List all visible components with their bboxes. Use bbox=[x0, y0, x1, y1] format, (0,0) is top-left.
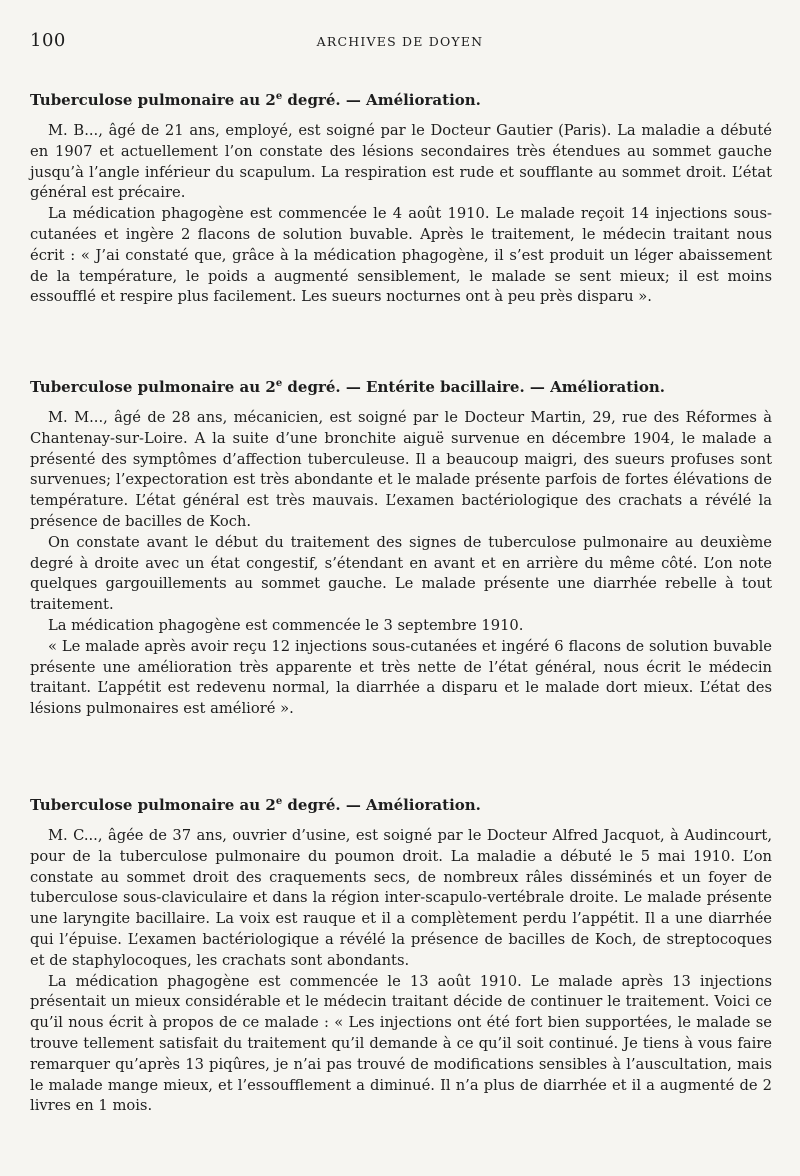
case-paragraph: M. B..., âgé de 21 ans, employé, est soigné par le Docteur Gautier (Paris). La maladie a débuté en 1907 et actuellement l’on constate des lésions secondaires très étendues au sommet gauche jusqu’à l’angle inférieur du scapulum. La respiration est rude et soufflante au sommet droit. L’état général est précaire. bbox=[30, 122, 772, 202]
case-paragraph: On constate avant le début du traitement des signes de tuberculose pulmonaire au deuxième degré à droite avec un état congestif, s’étendant en avant et en arrière du même côté. L’on note quelques gargouillements au sommet gauche. Le malade présente une diarrhée rebelle à tout traitement. bbox=[30, 533, 772, 614]
case-paragraph: La médication phagogène est commencée le 4 août 1910. Le malade reçoit 14 injections sous-cutanées et ingère 2 flacons de solution buvable. Après le traitement, le médecin traitant nous écrit : « J’ai constaté que, grâce à la médication phagogène, il s’est produit un léger abaissement de la température, le poids a augmenté sensiblement, le malade se sent mieux; il est moins essoufflé et respire plus facilement. Les sueurs nocturnes ont à peu près disparu ». bbox=[30, 205, 772, 306]
case-paragraph: M. C..., âgée de 37 ans, ouvrier d’usine, est soigné par le Docteur Alfred Jacquot, à Audincourt, pour de la tuberculose pulmonaire du poumon droit. La maladie a débuté le 5 mai 1910. L’on constate au sommet droit des craquements secs, de nombreux râles disséminés et un foyer de tuberculose sous-claviculaire et dans la région inter-scapulo-vertébrale droite. Le malade présente une laryngite bacillaire. La voix est rauque et il a complètement perdu l’appétit. Il a une diarrhée qui l’épuise. L’examen bactériologique a révélé la présence de bacilles de Koch, de streptocoques et de staphylocoques, les crachats sont abondants. bbox=[30, 827, 772, 969]
case-heading-text: Tuberculose pulmonaire au 2 bbox=[30, 378, 276, 396]
running-header bbox=[28, 30, 772, 54]
case-heading bbox=[30, 90, 772, 110]
degree-superscript: e bbox=[275, 378, 283, 389]
case-entry bbox=[30, 377, 772, 720]
case-entry bbox=[30, 90, 772, 308]
case-paragraph: La médication phagogène est commencée le 3 septembre 1910. bbox=[48, 616, 524, 634]
degree-superscript: e bbox=[275, 796, 283, 807]
page-number: 100 bbox=[30, 30, 66, 51]
case-heading-text: degré. — Entérite bacillaire. — Amélioration. bbox=[282, 378, 665, 396]
case-heading-text: Tuberculose pulmonaire au 2 bbox=[30, 796, 276, 814]
case-heading-text: Tuberculose pulmonaire au 2 bbox=[30, 91, 276, 109]
case-paragraph: M. M..., âgé de 28 ans, mécanicien, est soigné par le Docteur Martin, 29, rue des Réformes à Chantenay-sur-Loire. A la suite d’une bronchite aiguë survenue en décembre 1904, le malade a présenté des symptômes d’affection tuberculeuse. Il a beaucoup maigri, des sueurs profuses sont survenues; l’expectoration est très abondante et le malade présente parfois de fortes élévations de température. L’état général est très mauvais. L’examen bactériologique des crachats a révélé la présence de bacilles de Koch. bbox=[30, 409, 772, 530]
case-entry bbox=[30, 795, 772, 1117]
case-heading-text: degré. — Amélioration. bbox=[282, 91, 481, 109]
case-heading bbox=[30, 795, 772, 815]
degree-superscript: e bbox=[275, 91, 283, 102]
case-heading-text: degré. — Amélioration. bbox=[282, 796, 481, 814]
case-paragraph: « Le malade après avoir reçu 12 injections sous-cutanées et ingéré 6 flacons de solution buvable présente une amélioration très apparente et très nette de l’état général, nous écrit le médecin traitant. L’appétit est redevenu normal, la diarrhée a disparu et le malade dort mieux. L’état des lésions pulmonaires est amélioré ». bbox=[30, 637, 772, 718]
case-heading bbox=[30, 377, 772, 397]
journal-title: ARCHIVES DE DOYEN bbox=[316, 34, 484, 49]
case-paragraph: La médication phagogène est commencée le 13 août 1910. Le malade après 13 injections présentait un mieux considérable et le médecin traitant décide de continuer le traitement. Voici ce qu’il nous écrit à propos de ce malade : « Les injections ont été fort bien supportées, le malade se trouve tellement satisfait du traitement qu’il demande à ce qu’il soit continué. Je tiens à vous faire remarquer qu’après 13 piqûres, je n’ai pas trouvé de modifications sensibles à l’auscultation, mais le malade mange mieux, et l’essoufflement a diminué. Il n’a plus de diarrhée et il a augmenté de 2 livres en 1 mois. bbox=[30, 972, 772, 1115]
